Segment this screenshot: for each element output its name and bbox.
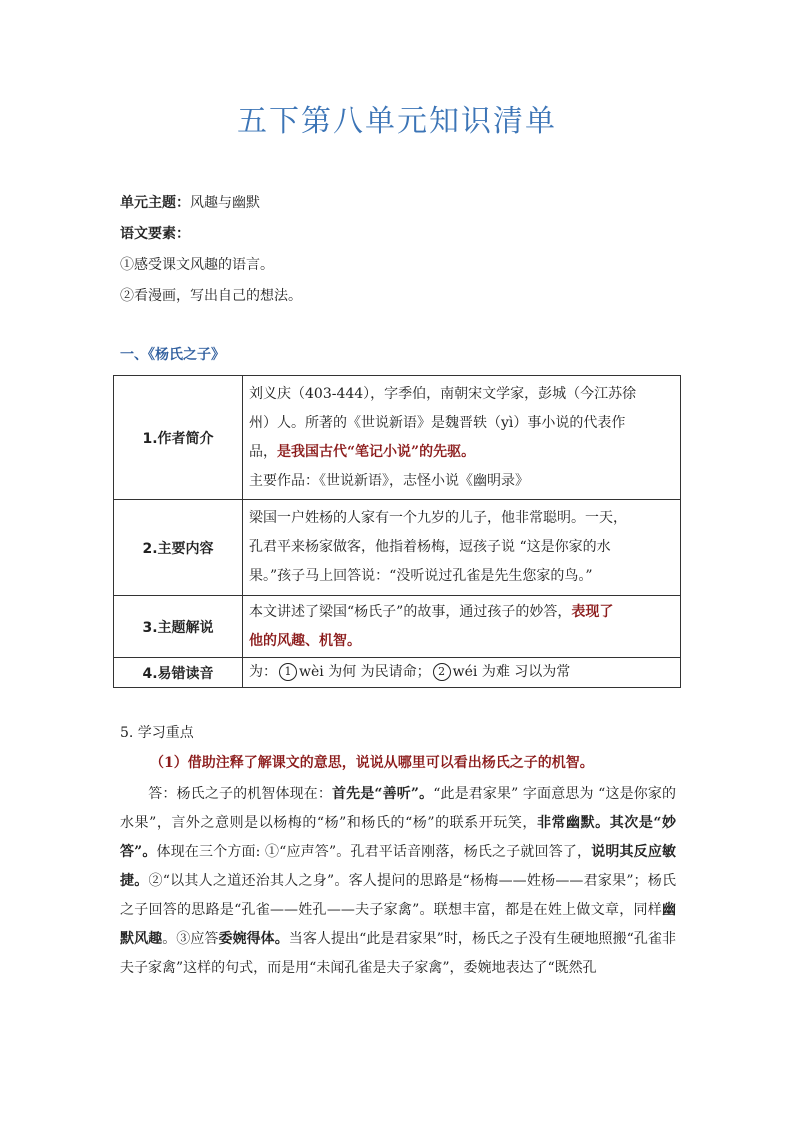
answer-span: 说明其反应敏捷。: [120, 844, 677, 889]
answer-span: 答：杨氏之子的机智体现在：: [148, 786, 333, 802]
circled-number: 1: [279, 663, 297, 681]
section5-heading: 5. 学习重点: [120, 725, 194, 741]
row-content: [243, 658, 681, 688]
text-line: [249, 438, 674, 467]
answer-span: 幽默风趣: [120, 902, 676, 947]
row-content: [243, 500, 681, 596]
circled-number: 2: [433, 663, 451, 681]
text-line: 州）人。所著的《世说新语》是魏晋轶（yì）事小说的代表作: [249, 414, 626, 431]
row-label: 4.易错读音: [114, 658, 243, 688]
elements-label: 语文要素：: [120, 226, 190, 242]
theme-label: 单元主题：: [120, 195, 190, 211]
answer-span: 体现在三个方面: ①“应声答”。孔君平话音刚落，杨氏之子就回答了，: [156, 844, 592, 860]
row-content: [243, 376, 681, 500]
element-2: ②看漫画，写出自己的想法。: [120, 288, 302, 304]
text-line: 刘义庆（403-444），字季伯，南朝宋文学家，彭城（今江苏徐: [249, 385, 637, 402]
table-row: [114, 500, 681, 596]
text-line: 果。”孩子马上回答说：“没听说过孔雀是先生您家的鸟。”: [249, 568, 593, 584]
highlight-text: 他的风趣、机智。: [249, 632, 361, 649]
question-text: （1）借助注释了解课文的意思，说说从哪里可以看出杨氏之子的机智。: [150, 755, 594, 771]
highlight-text: 是我国古代“笔记小说”的先驱。: [277, 443, 476, 460]
text-line: 梁国一户姓杨的人家有一个九岁的儿子，他非常聪明。一天，: [249, 510, 627, 526]
knowledge-table: [113, 375, 681, 688]
answer-span: ②“以其人之道还治其人之身”。客人提问的思路是“杨梅——姓杨——君家果”；杨氏之子回答的思路是“孔雀——姓孔——夫子家禽”。联想丰富，都是在姓上做文章，同样: [120, 873, 676, 918]
table-row: [114, 596, 681, 658]
answer-paragraph: [120, 780, 676, 983]
unit-theme: [120, 188, 302, 219]
section-heading: 一、《杨氏之子》: [120, 347, 225, 363]
answer-span: “此是君家果” 字面意思为 “这是你家的水果”，言外之意则是以杨梅的“杨”和杨氏的“杨”的联系开玩笑，: [120, 786, 677, 831]
text-span: 品，: [249, 443, 277, 460]
answer-span: 委婉得体。: [218, 931, 289, 947]
page-title: 五下第八单元知识清单: [237, 104, 557, 139]
answer-span: 当客人提出“此是君家果”时，杨氏之子没有生硬地照搬“孔雀非夫子家禽”这样的句式，而是用“未闻孔雀是夫子家禽”，委婉地表达了“既然孔: [120, 931, 677, 976]
text-span: wèi 为何 为民请命；: [299, 664, 431, 680]
answer-span: 首先是“善听”。: [332, 786, 434, 802]
row-label: 1.作者简介: [114, 376, 243, 500]
answer-span: 非常幽默。其次是“妙答”。: [120, 815, 676, 860]
text-span: wéi 为难 习以为常: [452, 664, 571, 680]
unit-meta: [120, 188, 302, 312]
text-line: 孔君平来杨家做客，他指着杨梅，逗孩子说 “这是你家的水: [249, 539, 611, 555]
answer-span: 。③应答: [162, 931, 219, 947]
text-line: 主要作品：《世说新语》，志怪小说《幽明录》: [249, 472, 529, 489]
row-content: [243, 596, 681, 658]
row-label: 2.主要内容: [114, 500, 243, 596]
theme-value: 风趣与幽默: [190, 195, 260, 211]
highlight-text: 表现了: [571, 603, 614, 620]
table-row: [114, 658, 681, 688]
text-span: 本文讲述了梁国“杨氏子”的故事，通过孩子的妙答，: [249, 603, 572, 620]
row-label: 3.主题解说: [114, 596, 243, 658]
text-span: 为：: [249, 664, 277, 680]
element-1: ①感受课文风趣的语言。: [120, 257, 274, 273]
table-row: [114, 376, 681, 500]
